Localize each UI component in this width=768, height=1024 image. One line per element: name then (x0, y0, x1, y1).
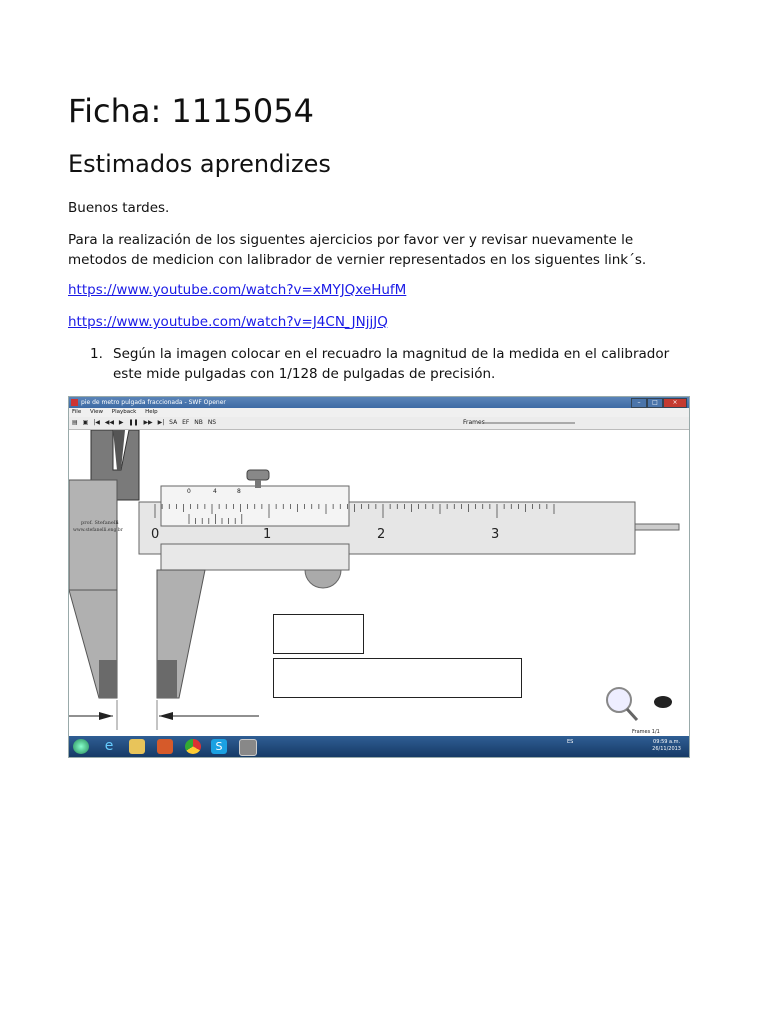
windows-taskbar (69, 736, 689, 757)
pause-icon[interactable]: ❚❚ (128, 419, 139, 426)
page-title: Ficha: 1115054 (68, 92, 314, 130)
maximize-button[interactable]: □ (647, 398, 663, 408)
menu-playback[interactable]: Playback (111, 409, 137, 415)
toolbar-ns[interactable]: NS (207, 419, 217, 426)
close-button[interactable]: × (663, 398, 687, 408)
play-icon[interactable]: ▶ (118, 419, 124, 426)
language-indicator[interactable]: ES (567, 739, 574, 745)
video-link-2[interactable]: https://www.youtube.com/watch?v=J4CN_JNjjJQ (68, 314, 388, 330)
toolbar-ef[interactable]: EF (182, 419, 190, 426)
taskbar-clock[interactable] (652, 739, 681, 753)
ie-icon[interactable]: e (104, 738, 114, 754)
menu-help[interactable]: Help (145, 409, 158, 415)
clock-date: 26/11/2013 (652, 746, 681, 752)
minimize-button[interactable]: – (631, 398, 647, 408)
app-icon (71, 399, 78, 406)
window-titlebar (69, 397, 689, 408)
eye-icon[interactable] (654, 696, 672, 708)
vernier-label: 8 (237, 488, 241, 495)
folder-icon[interactable] (129, 739, 145, 754)
vernier-label: 4 (213, 488, 217, 495)
save-icon[interactable]: ▣ (82, 419, 89, 426)
frames-status: Frames 1/1 (632, 729, 660, 735)
toolbar (69, 417, 689, 430)
intro-line-1: Para la realización de los siguentes ajercicios por favor ver y revisar nuevamente le (68, 232, 634, 248)
end-icon[interactable]: ▶| (157, 419, 165, 426)
caliper-screenshot (68, 396, 690, 758)
question-line-2: este mide pulgadas con 1/128 de pulgadas de precisión. (113, 366, 496, 382)
watermark-line-1: prof. Stefanelli (81, 520, 119, 526)
frames-slider[interactable] (485, 422, 575, 424)
forward-icon[interactable]: ▶▶ (143, 419, 153, 426)
magnifier-icon[interactable] (607, 688, 631, 712)
chrome-icon[interactable] (185, 739, 201, 754)
swf-opener-icon[interactable] (239, 739, 257, 756)
main-scale-label: 1 (263, 527, 272, 542)
media-player-icon[interactable] (157, 739, 173, 754)
list-number: 1. (90, 346, 103, 362)
back-icon[interactable]: ◀◀ (104, 419, 114, 426)
skype-icon[interactable]: S (211, 739, 227, 754)
watermark-line-2: www.stefanelli.eng.br (73, 528, 123, 533)
window-title: pie de metro pulgada fraccionada - SWF Opener (81, 399, 226, 406)
main-scale-label: 2 (377, 527, 386, 542)
main-scale-label: 0 (151, 527, 160, 542)
video-link-1[interactable]: https://www.youtube.com/watch?v=xMYJQxeHufM (68, 282, 407, 298)
page-subtitle: Estimados aprendizes (68, 150, 331, 178)
menu-file[interactable]: File (72, 409, 82, 415)
caliper-canvas (69, 430, 689, 730)
caliper-frame (69, 480, 117, 590)
question-text (113, 344, 703, 384)
answer-box-small[interactable] (273, 614, 364, 654)
clock-time: 09:59 a.m. (653, 739, 681, 745)
menu-view[interactable]: View (89, 409, 104, 415)
question-line-1: Según la imagen colocar en el recuadro la magnitud de la medida en el calibrador (113, 346, 670, 362)
vernier-label: 0 (187, 488, 191, 495)
open-icon[interactable]: ▤ (72, 419, 78, 426)
toolbar-nb[interactable]: NB (194, 419, 203, 426)
answer-box-large[interactable] (273, 658, 522, 698)
start-button-icon[interactable] (73, 739, 89, 754)
depth-rod (635, 524, 679, 530)
main-scale-label: 3 (491, 527, 500, 542)
toolbar-sa[interactable]: SA (169, 419, 178, 426)
rewind-icon[interactable]: |◀ (93, 419, 100, 426)
lock-screw (247, 470, 269, 480)
frames-label: Frames (463, 419, 485, 426)
thumb-wheel (305, 570, 341, 588)
menu-bar (69, 408, 689, 417)
intro-paragraph (68, 230, 698, 270)
intro-line-2: metodos de medicion con lalibrador de vernier representados en los siguentes link´s. (68, 252, 647, 268)
greeting-text: Buenos tardes. (68, 200, 170, 216)
